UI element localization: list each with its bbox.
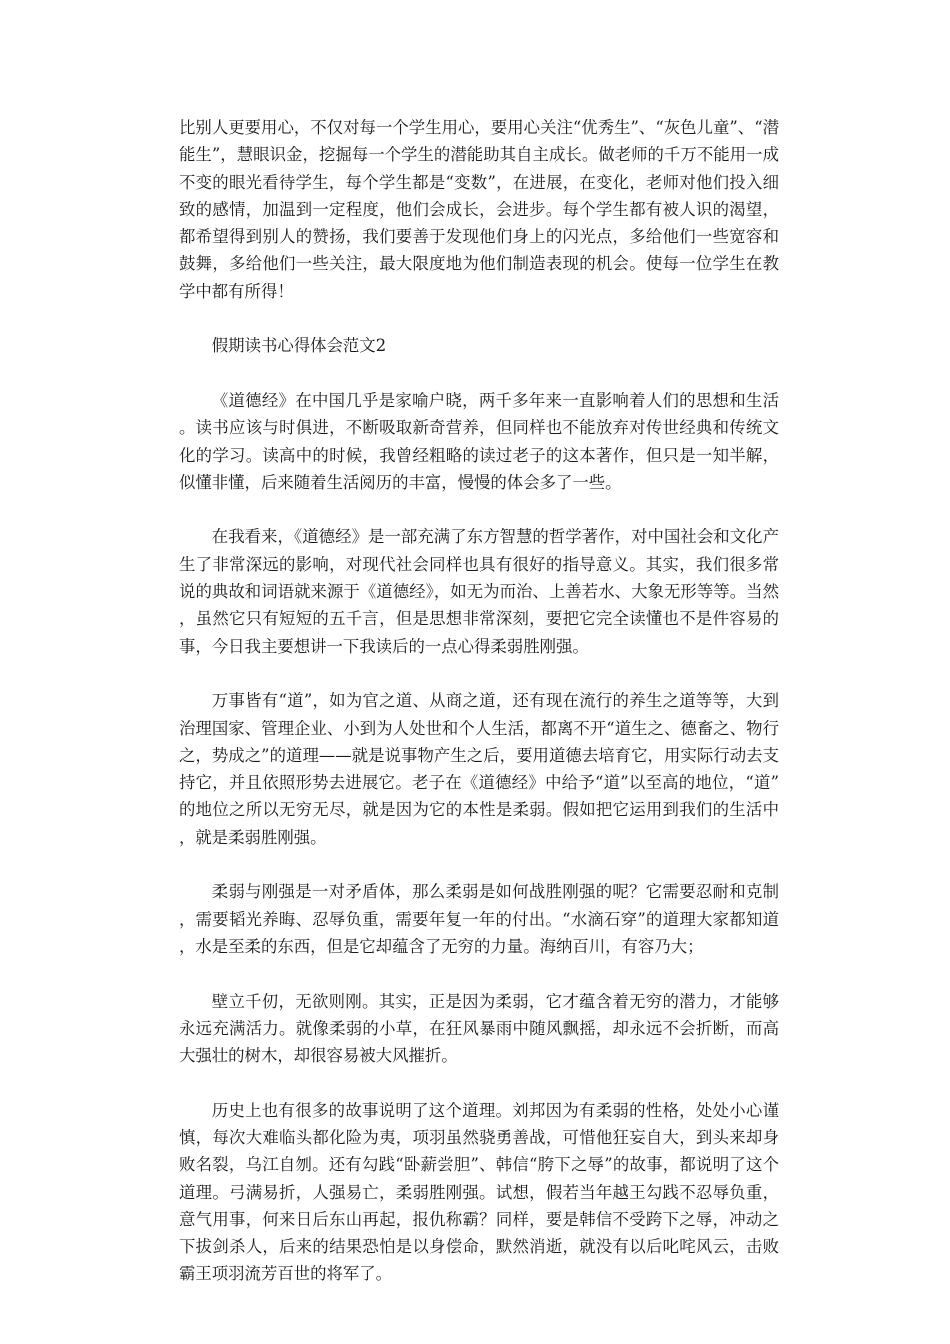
paragraph: 万事皆有“道”，如为官之道、从商之道，还有现在流行的养生之道等等，大到治理国家、管理企业、小到为人处世和个人生活，都离不开“道生之、德畜之、物行之，势成之”的道理——就是说事物产生之后，要用道德去培育它，用实际行动去支持它，并且依照形势去进展它。老子在《道德经》中给予“道”以至高的地位，“道”的地位之所以无穷无尽，就是因为它的本性是柔弱。假如把它运用到我们的生活中，就是柔弱胜刚强。 — [179, 691, 779, 847]
paragraph: 在我看来，《道德经》是一部充满了东方智慧的哲学著作，对中国社会和文化产生了非常深远的影响，对现代社会同样也具有很好的指导意义。其实，我们很多常说的典故和词语就来源于《道德经》，如无为而治、上善若水、大象无形等等。当然，虽然它只有短短的五千言，但是思想非常深刻，要把它完全读懂也不是件容易的事，今日我主要想讲一下我读后的一点心得柔弱胜刚强。 — [179, 527, 779, 656]
paragraph: 历史上也有很多的故事说明了这个道理。刘邦因为有柔弱的性格，处处小心谨慎，每次大难临头都化险为夷，项羽虽然骁勇善战，可惜他狂妄自大，到头来却身败名裂，乌江自刎。还有勾践“卧薪尝胆”、韩信“胯下之辱”的故事，都说明了这个道理。弓满易折，人强易亡，柔弱胜刚强。试想，假若当年越王勾践不忍辱负重，意气用事，何来日后东山再起，报仇称霸？同样，要是韩信不受跨下之辱，冲动之下拔剑杀人，后来的结果恐怕是以身偿命，默然消逝，就没有以后叱咤风云，击败霸王项羽流芳百世的将军了。 — [179, 1100, 779, 1284]
section-heading: 假期读书心得体会范文2 — [211, 336, 387, 356]
paragraph: 壁立千仞，无欲则刚。其实，正是因为柔弱，它才蕴含着无穷的潜力，才能够永远充满活力。就像柔弱的小草，在狂风暴雨中随风飘摇，却永远不会折断，而高大强壮的树木，却很容易被大风摧折。 — [179, 991, 779, 1066]
document-body — [179, 114, 779, 1288]
paragraph-continuation: 比别人更要用心，不仅对每一个学生用心，要用心关注“优秀生”、“灰色儿童”、“潜能生”，慧眼识金，挖掘每一个学生的潜能助其自主成长。做老师的千万不能用一成不变的眼光看待学生，每个学生都是“变数”，在进展，在变化，老师对他们投入细致的感情，加温到一定程度，他们会成长，会进步。每个学生都有被人识的渴望，都希望得到别人的赞扬，我们要善于发现他们身上的闪光点，多给他们一些宽容和鼓舞，多给他们一些关注，最大限度地为他们制造表现的机会。使每一位学生在教学中都有所得！ — [179, 118, 779, 301]
paragraph: 《道德经》在中国几乎是家喻户晓，两千多年来一直影响着人们的思想和生活。读书应该与时俱进，不断吸取新奇营养，但同样也不能放弃对传世经典和传统文化的学习。读高中的时候，我曾经粗略的读过老子的这本著作，但只是一知半解，似懂非懂，后来随着生活阅历的丰富，慢慢的体会多了一些。 — [179, 390, 779, 492]
paragraph: 柔弱与刚强是一对矛盾体，那么柔弱是如何战胜刚强的呢？它需要忍耐和克制，需要韬光养晦、忍辱负重，需要年复一年的付出。“水滴石穿”的道理大家都知道，水是至柔的东西，但是它却蕴含了无穷的力量。海纳百川，有容乃大； — [179, 882, 779, 956]
